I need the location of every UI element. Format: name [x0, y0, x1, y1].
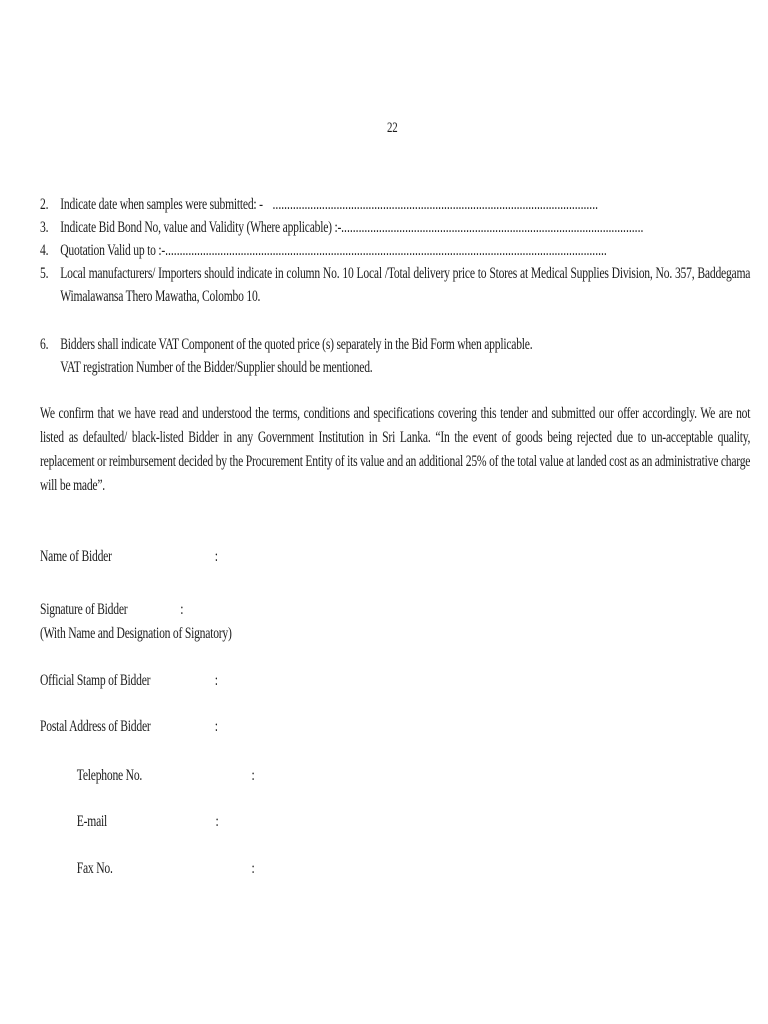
field-row-official-stamp	[40, 672, 218, 689]
field-colon: :	[251, 860, 255, 877]
item-text: Local manufacturers/ Importers should indicate in column No. 10 Local /Total delivery price to Stores at Medical Supplies Division, No. 357, Baddegama Wimalawansa Thero Mawatha, Colombo 10.	[60, 265, 751, 305]
field-colon: :	[214, 718, 218, 735]
dotted-leader: ................................................................................................................	[272, 196, 599, 213]
field-label: Signature of Bidder	[40, 601, 128, 618]
item-line	[60, 239, 750, 262]
list-item-2	[40, 193, 750, 216]
list-item-3	[40, 216, 750, 239]
item-text: Quotation Valid up to :-	[60, 242, 166, 259]
field-row-name-of-bidder	[40, 548, 218, 565]
field-label: E-mail	[76, 813, 108, 830]
signature-note	[40, 625, 232, 642]
item-line	[60, 193, 750, 216]
field-colon: :	[214, 548, 218, 565]
item-text-line2: VAT registration Number of the Bidder/Supplier should be mentioned.	[60, 359, 373, 376]
item-text-block	[60, 333, 750, 379]
field-row-signature-of-bidder	[40, 601, 183, 618]
item-number: 4.	[40, 242, 49, 259]
bidder-details-section	[40, 548, 750, 888]
field-colon: :	[180, 601, 184, 618]
dotted-leader: ........................................................................................................................................................	[165, 242, 607, 259]
field-label: Postal Address of Bidder	[40, 718, 151, 735]
field-label: Name of Bidder	[40, 548, 112, 565]
list-item-4	[40, 239, 750, 262]
field-row-telephone	[77, 767, 255, 784]
field-colon: :	[251, 767, 255, 784]
item-line	[60, 216, 750, 239]
field-row-fax	[77, 860, 255, 877]
item-number: 6.	[40, 336, 49, 353]
item-text: Indicate Bid Bond No, value and Validity (Where applicable) :-	[60, 219, 342, 236]
field-row-postal-address	[40, 718, 218, 735]
field-row-email	[77, 813, 219, 830]
field-label: Fax No.	[76, 860, 113, 877]
confirmation-paragraph: We confirm that we have read and understood the terms, conditions and specifications covering this tender and submitted our offer accordingly. We are not listed as defaulted/ black-listed Bidder in any Government Institution in Sri Lanka. “In the event of goods being rejected due to un-acceptable quality, replacement or reimbursement decided by the Procurement Entity of its value and an additional 25% of the total value at landed cost as an administrative charge will be made”.	[40, 405, 751, 494]
field-label: Telephone No.	[76, 767, 143, 784]
note-text: (With Name and Designation of Signatory)	[40, 625, 232, 642]
item-text: Indicate date when samples were submitted: -	[60, 196, 263, 213]
item-number: 2.	[40, 196, 49, 213]
item-number: 3.	[40, 219, 49, 236]
list-item-5	[40, 262, 750, 308]
list-item-6	[40, 333, 750, 379]
item-number: 5.	[40, 265, 49, 282]
numbered-list	[40, 193, 750, 379]
dotted-leader: ........................................................................................................	[341, 219, 644, 236]
field-label: Official Stamp of Bidder	[40, 672, 151, 689]
field-colon: :	[215, 813, 219, 830]
item-text-line1: Bidders shall indicate VAT Component of the quoted price (s) separately in the Bid Form when applicable.	[60, 336, 533, 353]
page-number: 22	[387, 120, 398, 136]
field-colon: :	[214, 672, 218, 689]
